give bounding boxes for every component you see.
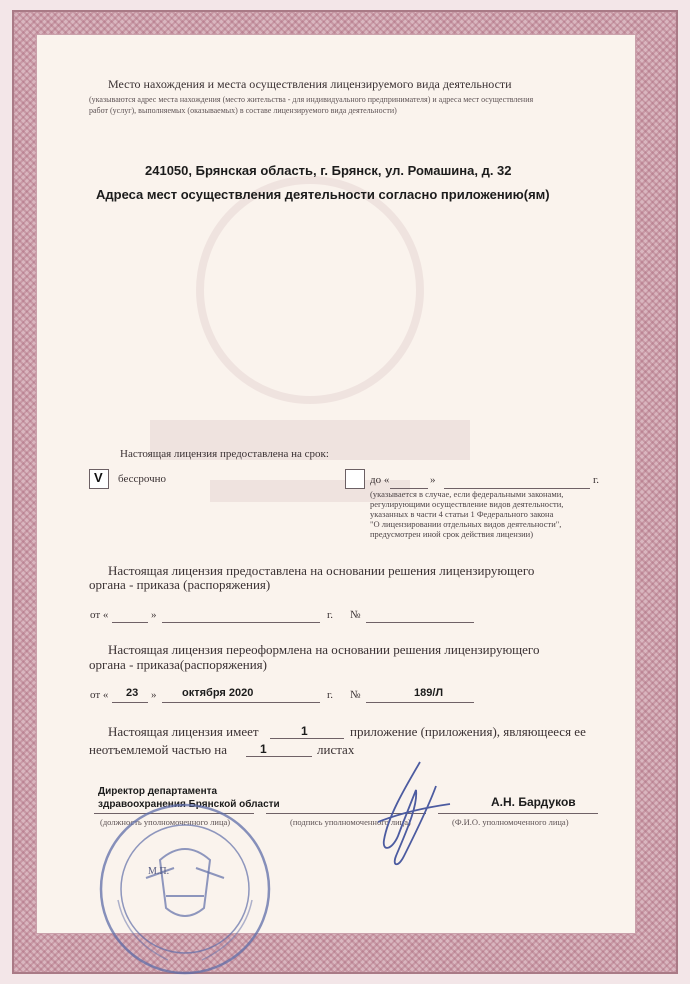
reissue-from-mid: » — [151, 689, 157, 701]
appendix-sheets: 1 — [260, 742, 267, 756]
header-note-1: (указываются адрес места нахождения (место жительства - для индивидуального предпринимателя) и адреса мест осуществления — [89, 95, 534, 104]
basis-day-line — [112, 622, 148, 623]
basis-year-suffix: г. — [327, 609, 334, 621]
basis-date-line — [162, 622, 320, 623]
basis-line-1: Настоящая лицензия предоставлена на основании решения лицензирующего — [108, 563, 535, 578]
caption-name: (Ф.И.О. уполномоченного лица) — [452, 817, 569, 827]
appendix-count: 1 — [301, 724, 308, 738]
signer-position-2: здравоохранения Брянской области — [98, 799, 280, 810]
until-suffix: г. — [593, 474, 600, 486]
check-mark: V — [94, 470, 103, 485]
reissue-line-1: Настоящая лицензия переоформлена на основании решения лицензирующего — [108, 642, 540, 657]
official-stamp — [96, 800, 274, 978]
unlimited-label: бессрочно — [118, 473, 167, 485]
appendix-text-1: Настоящая лицензия имеет — [108, 724, 259, 739]
reissue-date: октября 2020 — [182, 687, 254, 699]
reissue-from-prefix: от « — [90, 689, 109, 701]
until-checkbox[interactable] — [345, 469, 365, 489]
stamp-label: М.П. — [148, 866, 170, 877]
caption-position: (должность уполномоченного лица) — [100, 817, 231, 827]
reissue-number: 189/Л — [414, 687, 444, 699]
header-note-2: работ (услуг), выполняемых (оказываемых) в составе лицензируемого вида деятельности) — [89, 106, 397, 115]
term-heading: Настоящая лицензия предоставлена на срок: — [120, 448, 329, 460]
until-prefix: до « — [370, 474, 390, 486]
reissue-year-suffix: г. — [327, 689, 334, 701]
name-line — [438, 813, 598, 814]
until-note: (указывается в случае, если федеральными законами, регулирующими осуществление видов деятельности, указанных в части 4 статьи 1 Федерального закона "О лицензировании отдельных видов деятельности", предусмотрен иной срок действия лицензии) — [370, 489, 564, 539]
handwritten-signature — [366, 756, 456, 874]
appendix-text-2: приложение (приложения), являющееся ее — [350, 724, 586, 739]
until-mid: » — [430, 474, 436, 486]
reissue-day-line — [112, 702, 148, 703]
places-line: Адреса мест осуществления деятельности согласно приложению(ям) — [96, 187, 550, 202]
signer-name: А.Н. Бардуков — [491, 795, 576, 809]
basis-number-label: № — [350, 609, 361, 621]
reissue-date-line — [162, 702, 320, 703]
appendix-text-4: листах — [317, 742, 355, 757]
address-line: 241050, Брянская область, г. Брянск, ул. Ромашина, д. 32 — [145, 163, 512, 178]
reissue-number-label: № — [350, 689, 361, 701]
basis-from-prefix: от « — [90, 609, 109, 621]
appendix-text-3: неотъемлемой частью на — [89, 742, 228, 757]
basis-line-2: органа - приказа (распоряжения) — [89, 577, 271, 592]
reissue-number-line — [366, 702, 474, 703]
reissue-day: 23 — [126, 687, 139, 699]
appendix-count-line — [270, 738, 344, 739]
unlimited-checkbox[interactable] — [89, 469, 109, 489]
basis-number-line — [366, 622, 474, 623]
signer-position-1: Директор департамента — [98, 786, 218, 797]
basis-from-mid: » — [151, 609, 157, 621]
header-title: Место нахождения и места осуществления лицензируемого вида деятельности — [108, 77, 512, 91]
reissue-line-2: органа - приказа(распоряжения) — [89, 657, 267, 672]
appendix-sheets-line — [246, 756, 312, 757]
caption-signature: (подпись уполномоченного лица) — [290, 817, 411, 827]
